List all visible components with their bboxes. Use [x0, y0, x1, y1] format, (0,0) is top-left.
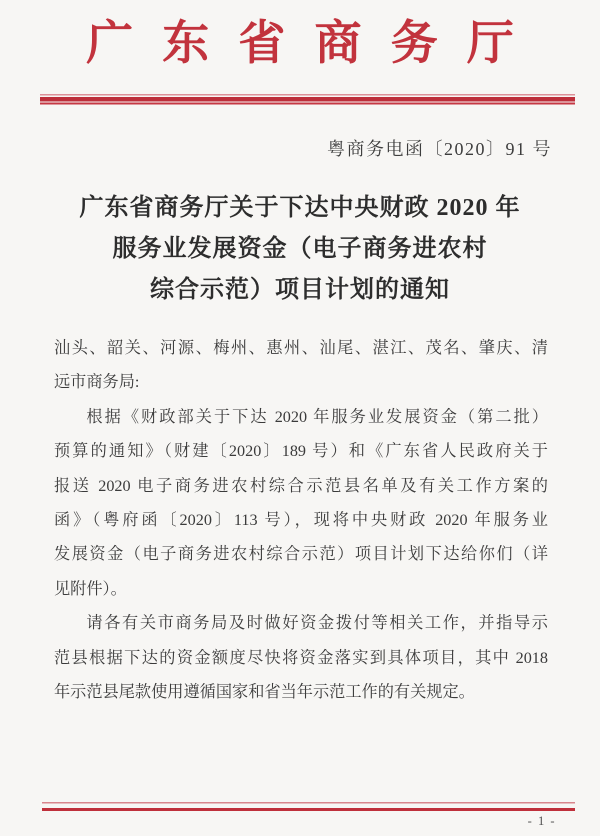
paragraph-1-line-6: 见附件）。 [54, 579, 127, 598]
paragraph-2-line-1: 请各有关市商务局及时做好资金拨付等相关工作，并指导示 [86, 614, 548, 633]
letterhead-divider [40, 94, 575, 105]
document-number: 粤商务电函〔2020〕91 号 [327, 139, 552, 159]
addressee-line-2: 远市商务局: [54, 373, 140, 392]
document-title-line-2: 服务业发展资金（电子商务进农村 [112, 236, 488, 262]
paragraph-1-line-3: 报送 2020 电子商务进农村综合示范县名单及有关工作方案的 [54, 476, 548, 495]
letterhead-agency-name: 广东省商务厅 [86, 18, 543, 70]
footer-divider [42, 802, 575, 811]
paragraph-1-line-2: 预算的通知》（财建〔2020〕189 号）和《广东省人民政府关于 [54, 442, 548, 461]
paragraph-2-line-3: 年示范县尾款使用遵循国家和省当年示范工作的有关规定。 [54, 683, 475, 702]
document-title [0, 188, 600, 311]
document-body [54, 331, 548, 709]
document-title-line-3: 综合示范）项目计划的通知 [150, 277, 450, 303]
page-number: - 1 - [527, 814, 556, 828]
paragraph-2-line-2: 范县根据下达的资金额度尽快将资金落实到具体项目，其中 2018 [54, 648, 548, 667]
paragraph-1-line-1: 根据《财政部关于下达 2020 年服务业发展资金（第二批） [86, 407, 548, 426]
addressee-line-1: 汕头、韶关、河源、梅州、惠州、汕尾、湛江、茂名、肇庆、清 [54, 339, 548, 357]
paragraph-1-line-4: 函》（粤府函〔2020〕113 号），现将中央财政 2020 年服务业 [54, 511, 548, 530]
paragraph-1-line-5: 发展资金（电子商务进农村综合示范）项目计划下达给你们（详 [54, 545, 548, 564]
document-title-line-1: 广东省商务厅关于下达中央财政 2020 年 [79, 195, 521, 221]
